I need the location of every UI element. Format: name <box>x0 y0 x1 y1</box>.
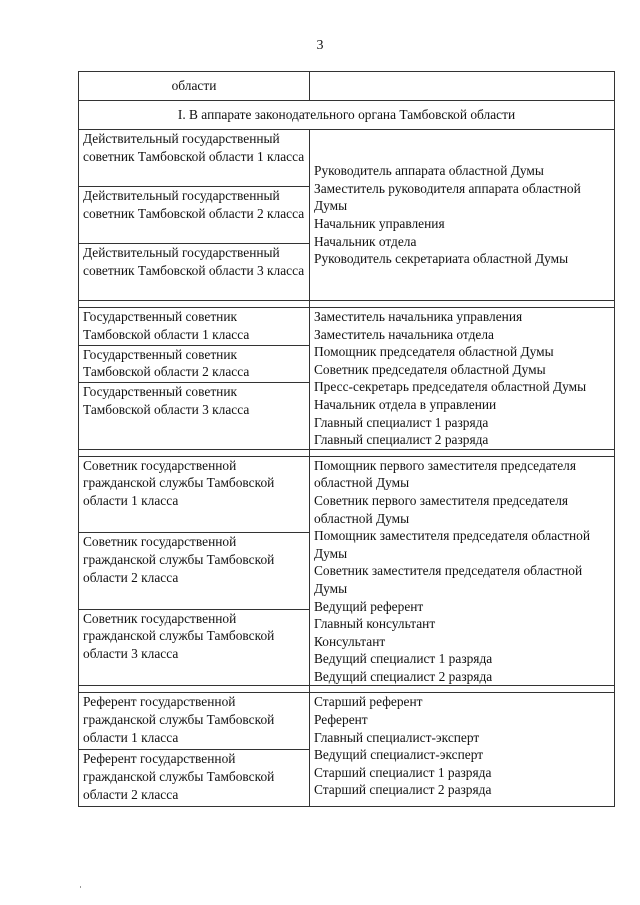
class-rank-cell: Референт государственной гражданской службы Тамбовской области 2 класса <box>79 750 310 807</box>
position-item: Старший специалист 1 разряда <box>314 764 492 780</box>
position-item: Главный специалист 2 разряда <box>314 432 489 448</box>
position-item: Начальник отдела <box>314 233 417 249</box>
position-item: Заместитель начальника управления <box>314 309 523 324</box>
position-item: Ведущий специалист-эксперт <box>314 747 484 763</box>
position-item: Ведущий специалист 1 разряда <box>314 651 493 667</box>
position-item: Главный специалист-эксперт <box>314 729 480 745</box>
class-rank-cell: Советник государственной гражданской службы Тамбовской области 1 класса <box>79 456 310 533</box>
class-rank-cell: Государственный советник Тамбовской области 3 класса <box>79 383 310 449</box>
class-rank-cell: Действительный государственный советник Тамбовской области 3 класса <box>79 244 310 301</box>
table-cell-region: области <box>79 72 310 101</box>
positions-table <box>78 71 615 807</box>
position-item: Руководитель аппарата областной Думы <box>314 163 544 179</box>
position-item: Ведущий специалист 2 разряда <box>314 668 493 684</box>
class-rank-cell: Государственный советник Тамбовской области 2 класса <box>79 345 310 383</box>
position-item: Начальник управления <box>314 216 445 231</box>
class-rank-cell: Действительный государственный советник Тамбовской области 1 класса <box>79 130 310 187</box>
table-row <box>79 72 615 101</box>
position-item: Заместитель руководителя аппарата областной Думы <box>314 180 581 214</box>
position-item: Консультант <box>314 633 386 649</box>
positions-cell <box>310 693 615 807</box>
table-row <box>79 693 615 750</box>
position-item: Главный консультант <box>314 616 436 632</box>
position-item: Заместитель начальника отдела <box>314 326 494 342</box>
position-item: Помощник первого заместителя председателя областной Думы <box>314 457 576 491</box>
position-item: Советник председателя областной Думы <box>314 361 546 377</box>
position-item: Старший референт <box>314 694 423 710</box>
position-item: Старший специалист 2 разряда <box>314 782 492 798</box>
position-item: Пресс-секретарь председателя областной Думы <box>314 379 587 395</box>
positions-cell <box>310 456 615 686</box>
class-rank-cell: Действительный государственный советник Тамбовской области 2 класса <box>79 187 310 244</box>
position-item: Советник заместителя председателя областной Думы <box>314 563 583 596</box>
position-item: Руководитель секретариата областной Думы <box>314 251 569 267</box>
table-row <box>79 456 615 533</box>
class-rank-cell: Советник государственной гражданской службы Тамбовской области 3 класса <box>79 609 310 686</box>
position-item: Помощник заместителя председателя областной Думы <box>314 528 591 561</box>
scan-mark <box>80 886 81 888</box>
position-item: Начальник отдела в управлении <box>314 396 497 412</box>
positions-cell <box>310 130 615 301</box>
page-number: 3 <box>316 38 324 53</box>
positions-cell <box>310 308 615 450</box>
class-rank-cell: Советник государственной гражданской службы Тамбовской области 2 класса <box>79 533 310 610</box>
position-item: Главный специалист 1 разряда <box>314 414 489 430</box>
position-item: Ведущий референт <box>314 598 424 614</box>
position-item: Референт <box>314 712 368 728</box>
position-item: Помощник председателя областной Думы <box>314 344 554 360</box>
table-cell-empty <box>310 72 615 101</box>
table-row <box>79 308 615 346</box>
section-title: I. В аппарате законодательного органа Тамбовской области <box>79 101 615 130</box>
section-header-row <box>79 101 615 130</box>
position-item: Советник первого заместителя председателя областной Думы <box>314 492 569 526</box>
table-row <box>79 130 615 187</box>
class-rank-cell: Референт государственной гражданской службы Тамбовской области 1 класса <box>79 693 310 750</box>
class-rank-cell: Государственный советник Тамбовской области 1 класса <box>79 308 310 346</box>
